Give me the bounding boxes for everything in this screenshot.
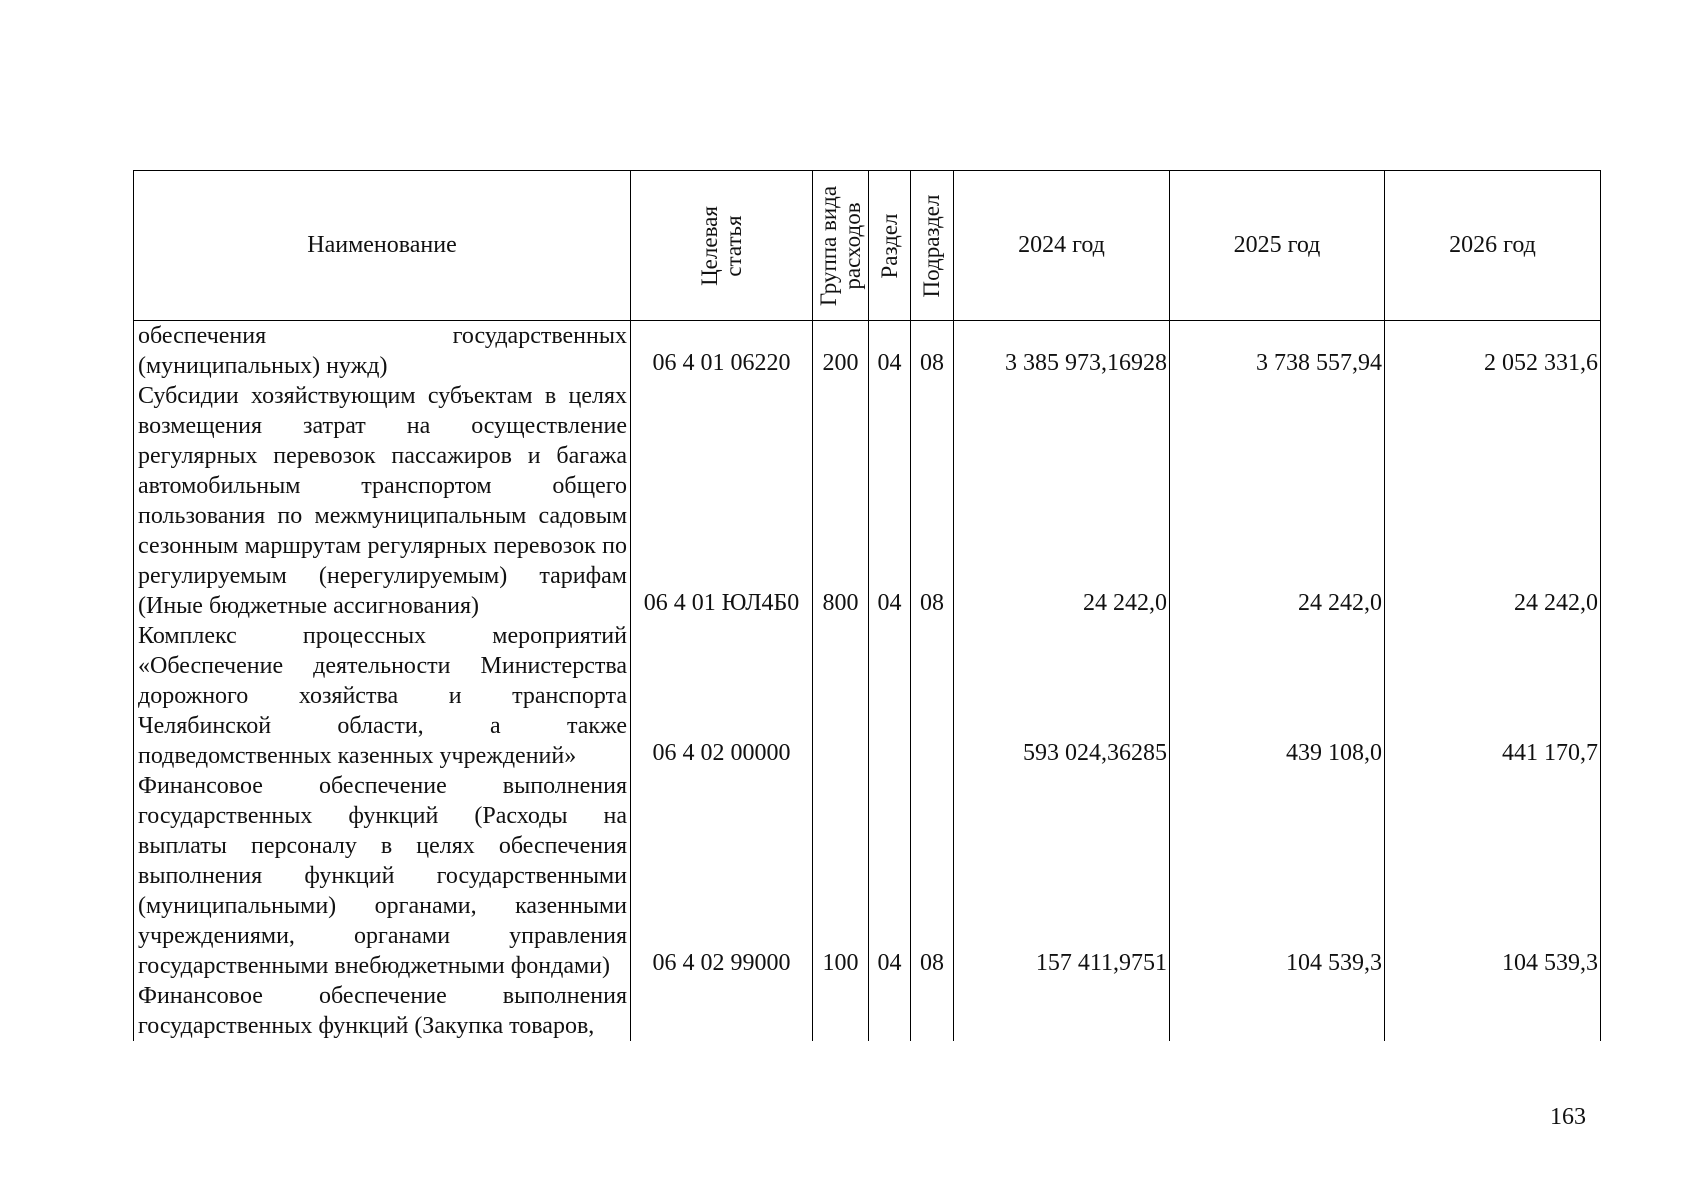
row-section (869, 981, 911, 1041)
row-subsection (911, 981, 954, 1041)
header-target-line1: Целевая (696, 205, 722, 286)
row-target-code (631, 981, 813, 1041)
row-expense-group: 800 (813, 381, 869, 621)
row-amount-2025: 24 242,0 (1170, 381, 1385, 621)
header-subsection-label: Подраздел (919, 194, 944, 297)
row-name: обеспечения государственных (муниципальных) нужд) (134, 321, 631, 382)
row-amount-2026: 104 539,3 (1385, 771, 1601, 981)
row-name: Финансовое обеспечение выполнения государственных функций (Расходы на выплаты персоналу в целях обеспечения выполнения функций государственными (муниципальными) органами, казенными учреждениями, органами управления государственными внебюджетными фондами) (134, 771, 631, 981)
row-amount-2026 (1385, 981, 1601, 1041)
row-amount-2025: 104 539,3 (1170, 771, 1385, 981)
row-amount-2025: 3 738 557,94 (1170, 321, 1385, 382)
row-target-code: 06 4 01 ЮЛ4Б0 (631, 381, 813, 621)
header-target-article (631, 171, 813, 321)
row-name: Финансовое обеспечение выполнения государственных функций (Закупка товаров, (134, 981, 631, 1041)
row-subsection: 08 (911, 381, 954, 621)
row-amount-2024: 24 242,0 (954, 381, 1170, 621)
row-section (869, 621, 911, 771)
table-row (134, 981, 1601, 1041)
header-2026: 2026 год (1385, 171, 1601, 321)
row-expense-group (813, 621, 869, 771)
row-amount-2025 (1170, 981, 1385, 1041)
row-subsection: 08 (911, 321, 954, 382)
row-amount-2024: 593 024,36285 (954, 621, 1170, 771)
header-name: Наименование (134, 171, 631, 321)
table-header-row (134, 171, 1601, 321)
table-row (134, 321, 1601, 382)
header-section (869, 171, 911, 321)
table-row (134, 621, 1601, 771)
row-name: Комплекс процессных мероприятий «Обеспечение деятельности Министерства дорожного хозяйства и транспорта Челябинской области, а также подведомственных казенных учреждений» (134, 621, 631, 771)
row-amount-2024 (954, 981, 1170, 1041)
row-expense-group: 200 (813, 321, 869, 382)
table-row (134, 381, 1601, 621)
table-row (134, 771, 1601, 981)
header-group-line1: Группа вида (815, 185, 841, 306)
header-2024: 2024 год (954, 171, 1170, 321)
row-expense-group (813, 981, 869, 1041)
header-subsection (911, 171, 954, 321)
header-group-line2: расходов (839, 201, 865, 290)
row-amount-2026: 24 242,0 (1385, 381, 1601, 621)
row-amount-2024: 3 385 973,16928 (954, 321, 1170, 382)
row-section: 04 (869, 381, 911, 621)
budget-table (133, 170, 1601, 1041)
header-target-line2: статья (720, 214, 746, 277)
row-amount-2026: 2 052 331,6 (1385, 321, 1601, 382)
row-amount-2024: 157 411,9751 (954, 771, 1170, 981)
row-subsection: 08 (911, 771, 954, 981)
row-target-code: 06 4 02 99000 (631, 771, 813, 981)
row-expense-group: 100 (813, 771, 869, 981)
row-target-code: 06 4 01 06220 (631, 321, 813, 382)
row-section: 04 (869, 321, 911, 382)
row-amount-2026: 441 170,7 (1385, 621, 1601, 771)
page-number: 163 (1550, 1104, 1586, 1130)
row-amount-2025: 439 108,0 (1170, 621, 1385, 771)
row-section: 04 (869, 771, 911, 981)
row-name: Субсидии хозяйствующим субъектам в целях возмещения затрат на осуществление регулярных перевозок пассажиров и багажа автомобильным транспортом общего пользования по межмуниципальным садовым сезонным маршрутам регулярных перевозок по регулируемым (нерегулируемым) тарифам (Иные бюджетные ассигнования) (134, 381, 631, 621)
header-expense-group (813, 171, 869, 321)
row-subsection (911, 621, 954, 771)
header-2025: 2025 год (1170, 171, 1385, 321)
header-section-label: Раздел (876, 212, 902, 279)
row-target-code: 06 4 02 00000 (631, 621, 813, 771)
